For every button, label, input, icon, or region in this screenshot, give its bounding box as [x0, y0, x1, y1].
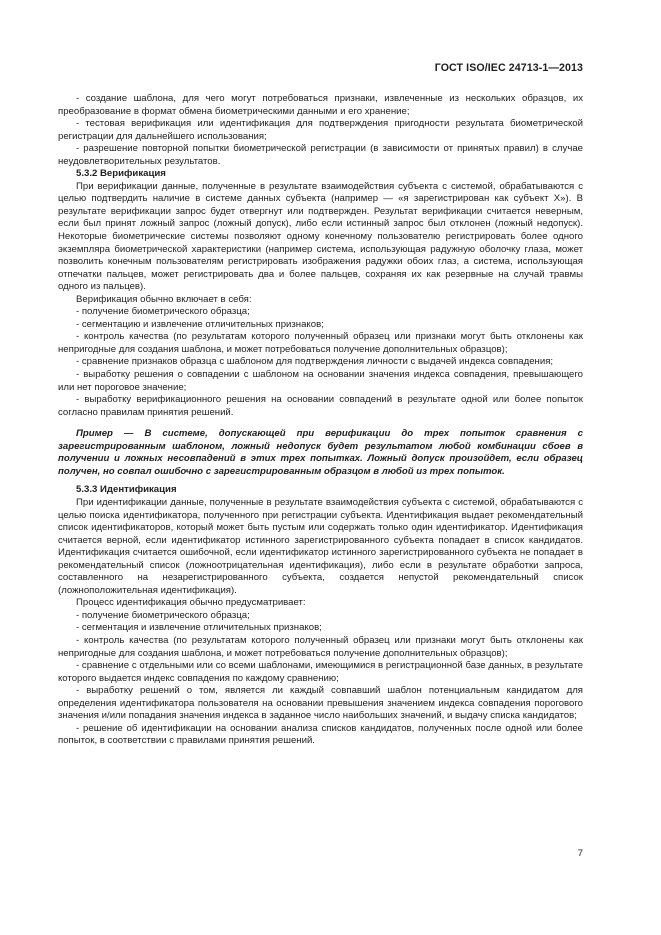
paragraph: При верификации данные, полученные в результате взаимодействия субъекта с системой, обрабатываются с целью подтвердить наличие в системе данных субъекта (например — «я зарегистрирован как субъект Х»). В результате верификации запрос будет отвергнут или подтвержден. Результат верификации считается неверным, если был принят ложный запрос (ложный допуск), либо если истинный запрос был отклонен (ложный недопуск). Некоторые биометрические системы позволяют одному конечному пользователю регистрировать более одного экземпляра биометрической характеристики (например система, использующая радужную оболочку глаза, может позволить конечным пользователям регистрировать изображения радужки обоих глаз, а система, использующая отпечатки пальцев, может регистрировать два и более пальцев, сохраняя их как резервные на случай травмы одного из пальцев).: [58, 180, 583, 293]
paragraph: Процесс идентификация обычно предусматривает:: [76, 597, 306, 609]
section-heading-identification: 5.3.3 Идентификация: [76, 484, 177, 496]
list-item: - решение об идентификации на основании анализа списков кандидатов, полученных после одной или более попыток, в соответствии с правилами принятия решений.: [58, 722, 583, 747]
list-item: - сравнение признаков образца с шаблоном для подтверждения личности с выдачей индекса совпадения;: [76, 356, 554, 368]
list-item: - получение биометрического образца;: [76, 609, 250, 621]
document-body: [58, 93, 583, 748]
list-item: - выработку решений о том, является ли каждый совпавший шаблон потенциальным кандидатом для определения идентификатора пользователя на основании превышения значением индекса совпадения порогового значения и/или попадания значения индекса в заданное число наибольших значений, и выдачу списка кандидатов;: [58, 685, 583, 722]
section-heading-verification: 5.3.2 Верификация: [76, 168, 166, 180]
example-note: Пример — В системе, допускающей при верификации до трех попыток сравнения с зарегистрированным шаблоном, ложный недопуск будет результатом любой комбинации сбоев в получении и ложных несовпадений в этих трех попытках. Ложный допуск произойдет, если образец получен, но совпал ошибочно с зарегистрированным образцом в любой из трех попыток.: [58, 428, 583, 477]
page-number: 7: [577, 848, 583, 859]
list-item: - сегментацию и извлечение отличительных признаков;: [76, 318, 324, 330]
paragraph: Верификация обычно включает в себя:: [76, 293, 252, 305]
list-item: - выработку решения о совпадении с шаблоном на основании значения индекса совпадения, превышающего или нет пороговое значение;: [58, 369, 583, 393]
paragraph: - создание шаблона, для чего могут потребоваться признаки, извлеченные из нескольких образцов, их преобразование в формат обмена биометрическими данными и его хранение;: [58, 93, 583, 117]
paragraph: - разрешение повторной попытки биометрической регистрации (в зависимости от принятых правил) в случае неудовлетворительных результатов.: [58, 143, 583, 167]
list-item: - контроль качества (по результатам которого полученный образец или признаки могут быть отклонены как непригодные для создания шаблона, и может потребоваться получение дополнительных образцов);: [58, 634, 583, 659]
list-item: - сегментация и извлечение отличительных признаков;: [76, 622, 322, 634]
list-item: - получение биометрического образца;: [76, 306, 250, 318]
list-item: - сравнение с отдельными или со всеми шаблонами, имеющимися в регистрационной базе данных, в результате которого выдается индекс совпадения по каждому сравнению;: [58, 660, 583, 684]
paragraph: При идентификации данные, полученные в результате взаимодействия субъекта с системой, обрабатываются с целью поиска идентификатора, полученного при регистрации субъекта. Идентификация выдает рекомендательный список идентификаторов, который может быть пустым или содержать только один идентификатор. Идентификация считается верной, если идентификатор истинного зарегистрированного субъекта попадает в список кандидатов. Идентификация считается ошибочной, если идентификатор истинного зарегистрированного субъекта не попадает в рекомендательный список (ложноотрицательная идентификация), либо если в результате обработки запроса, составленного на незарегистрированного субъекта, создается непустой рекомендательный список (ложноположительная идентификация).: [58, 496, 583, 596]
document-header: ГОСТ ISO/IEC 24713-1—2013: [434, 62, 583, 74]
list-item: - контроль качества (по результатам которого полученный образец или признаки могут быть отклонены как непригодные для создания шаблона, и может потребоваться получение дополнительных образцов);: [58, 331, 583, 355]
paragraph: - тестовая верификация или идентификация для подтверждения пригодности результата биометрической регистрации для дальнейшего использования;: [58, 118, 583, 142]
list-item: - выработку верификационного решения на основании совпадений в результате одной или более попыток согласно правилам принятия решений.: [58, 394, 583, 418]
